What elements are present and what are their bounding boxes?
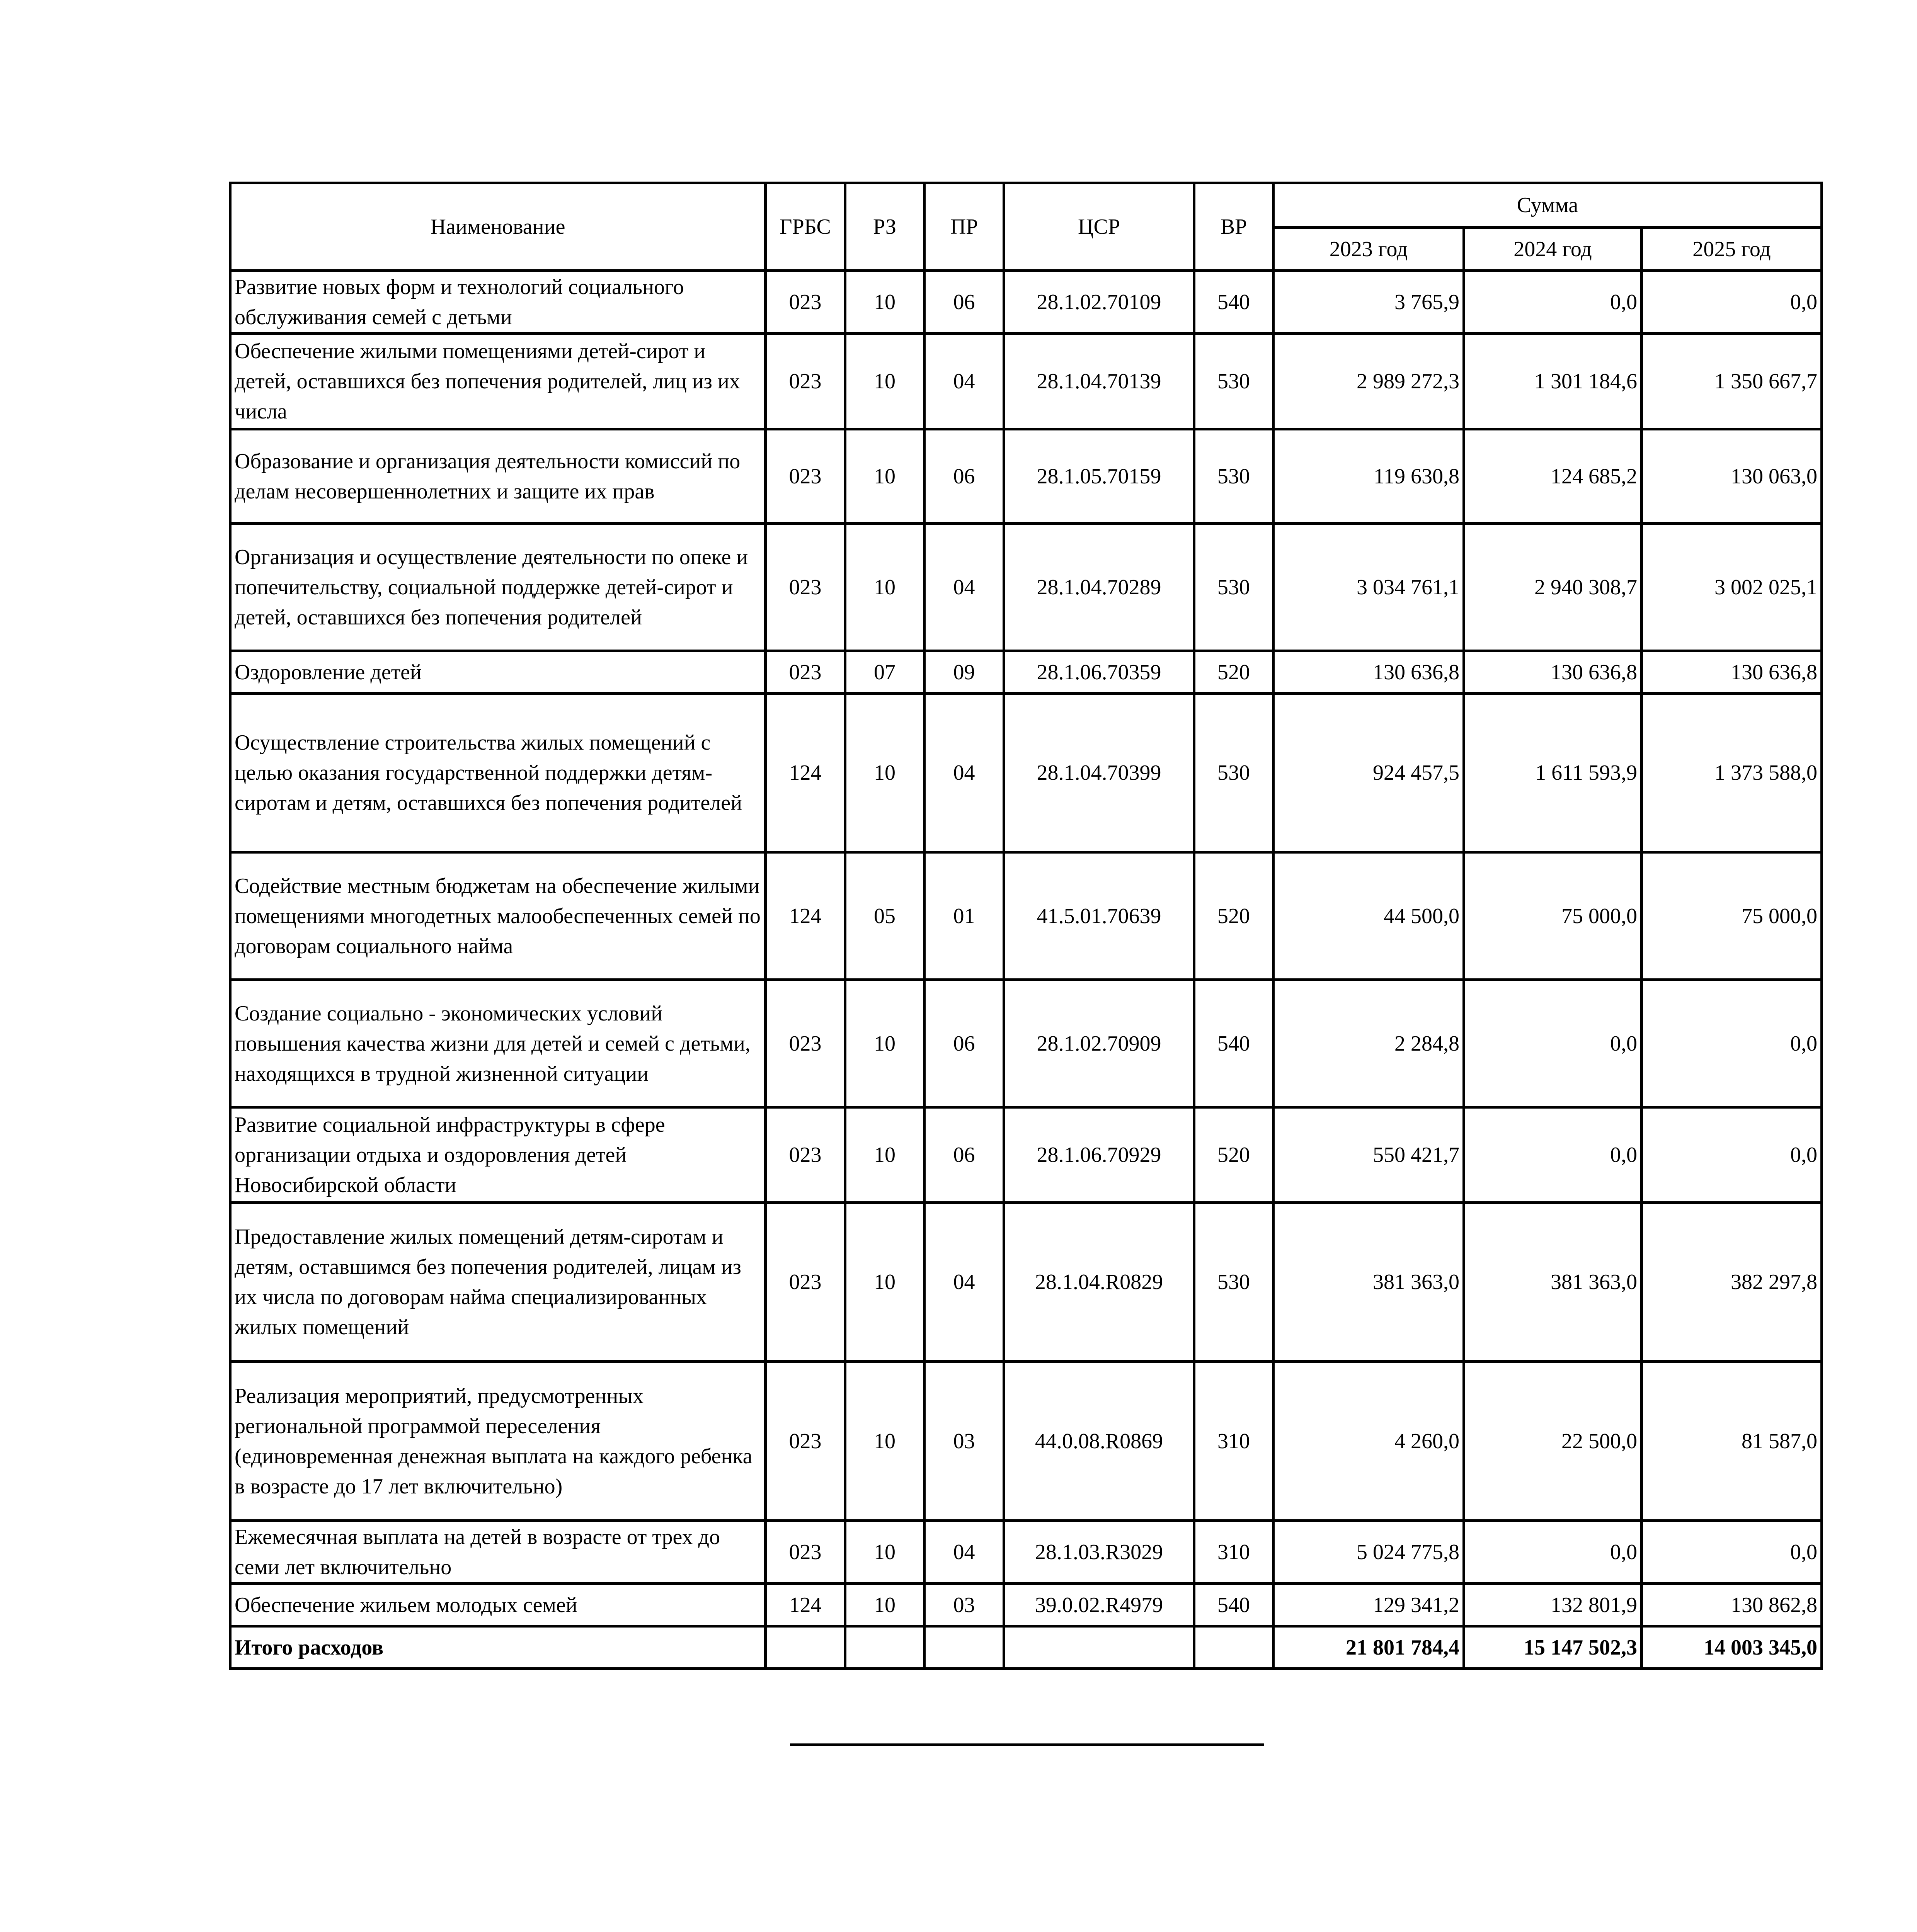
cell-name: Организация и осуществление деятельности по опеке и попечительству, социальной поддержке детей-сирот и детей, оставшихся без попечения родителей <box>230 524 766 651</box>
total-2025: 14 003 345,0 <box>1642 1626 1822 1669</box>
cell-y2025: 382 297,8 <box>1642 1203 1822 1362</box>
cell-csr: 41.5.01.70639 <box>1004 852 1194 980</box>
cell-y2025: 0,0 <box>1642 980 1822 1107</box>
total-2023: 21 801 784,4 <box>1273 1626 1464 1669</box>
total-csr <box>1004 1626 1194 1669</box>
cell-y2025: 0,0 <box>1642 1107 1822 1203</box>
cell-rz: 10 <box>845 1362 924 1521</box>
cell-rz: 10 <box>845 271 924 334</box>
cell-csr: 28.1.02.70109 <box>1004 271 1194 334</box>
table-row <box>230 271 1822 334</box>
cell-name: Развитие социальной инфраструктуры в сфере организации отдыха и оздоровления детей Новосибирской области <box>230 1107 766 1203</box>
cell-vr: 520 <box>1194 1107 1273 1203</box>
header-csr: ЦСР <box>1004 183 1194 271</box>
cell-y2024: 124 685,2 <box>1464 429 1642 524</box>
cell-y2023: 129 341,2 <box>1273 1584 1464 1626</box>
cell-pr: 06 <box>924 980 1004 1107</box>
table-row <box>230 1107 1822 1203</box>
cell-csr: 28.1.03.R3029 <box>1004 1521 1194 1584</box>
header-grbs: ГРБС <box>766 183 845 271</box>
cell-grbs: 023 <box>766 1362 845 1521</box>
cell-csr: 28.1.04.70289 <box>1004 524 1194 651</box>
cell-pr: 09 <box>924 651 1004 694</box>
cell-name: Обеспечение жильем молодых семей <box>230 1584 766 1626</box>
cell-vr: 530 <box>1194 694 1273 852</box>
header-pr: ПР <box>924 183 1004 271</box>
cell-csr: 28.1.02.70909 <box>1004 980 1194 1107</box>
total-pr <box>924 1626 1004 1669</box>
total-label: Итого расходов <box>230 1626 766 1669</box>
cell-pr: 03 <box>924 1362 1004 1521</box>
cell-vr: 310 <box>1194 1521 1273 1584</box>
cell-y2023: 3 765,9 <box>1273 271 1464 334</box>
cell-name: Развитие новых форм и технологий социального обслуживания семей с детьми <box>230 271 766 334</box>
cell-grbs: 023 <box>766 980 845 1107</box>
cell-csr: 28.1.04.R0829 <box>1004 1203 1194 1362</box>
cell-rz: 10 <box>845 1521 924 1584</box>
cell-grbs: 023 <box>766 334 845 429</box>
cell-y2024: 22 500,0 <box>1464 1362 1642 1521</box>
cell-name: Оздоровление детей <box>230 651 766 694</box>
cell-y2023: 44 500,0 <box>1273 852 1464 980</box>
cell-rz: 10 <box>845 1203 924 1362</box>
cell-name: Ежемесячная выплата на детей в возрасте от трех до семи лет включительно <box>230 1521 766 1584</box>
cell-vr: 530 <box>1194 1203 1273 1362</box>
cell-rz: 10 <box>845 524 924 651</box>
cell-grbs: 124 <box>766 1584 845 1626</box>
cell-pr: 06 <box>924 271 1004 334</box>
header-vr: ВР <box>1194 183 1273 271</box>
header-year-2025: 2025 год <box>1642 228 1822 271</box>
cell-csr: 28.1.05.70159 <box>1004 429 1194 524</box>
cell-vr: 520 <box>1194 651 1273 694</box>
cell-csr: 28.1.04.70399 <box>1004 694 1194 852</box>
cell-name: Осуществление строительства жилых помещений с целью оказания государственной поддержки детям-сиротам и детям, оставшихся без попечения родителей <box>230 694 766 852</box>
cell-y2025: 130 636,8 <box>1642 651 1822 694</box>
cell-y2023: 119 630,8 <box>1273 429 1464 524</box>
cell-y2025: 3 002 025,1 <box>1642 524 1822 651</box>
cell-name: Образование и организация деятельности комиссий по делам несовершеннолетних и защите их прав <box>230 429 766 524</box>
total-grbs <box>766 1626 845 1669</box>
header-row-top <box>230 183 1822 228</box>
cell-vr: 540 <box>1194 1584 1273 1626</box>
cell-grbs: 023 <box>766 1107 845 1203</box>
cell-y2025: 1 350 667,7 <box>1642 334 1822 429</box>
cell-pr: 04 <box>924 1203 1004 1362</box>
cell-grbs: 023 <box>766 524 845 651</box>
cell-grbs: 023 <box>766 271 845 334</box>
expenditure-table <box>229 182 1823 1670</box>
cell-vr: 520 <box>1194 852 1273 980</box>
cell-grbs: 023 <box>766 1203 845 1362</box>
cell-grbs: 023 <box>766 651 845 694</box>
cell-name: Создание социально - экономических условий повышения качества жизни для детей и семей с детьми, находящихся в трудной жизненной ситуации <box>230 980 766 1107</box>
cell-y2023: 5 024 775,8 <box>1273 1521 1464 1584</box>
cell-y2025: 81 587,0 <box>1642 1362 1822 1521</box>
cell-grbs: 023 <box>766 429 845 524</box>
cell-pr: 01 <box>924 852 1004 980</box>
total-vr <box>1194 1626 1273 1669</box>
cell-y2023: 2 989 272,3 <box>1273 334 1464 429</box>
total-row <box>230 1626 1822 1669</box>
cell-rz: 10 <box>845 694 924 852</box>
table-row <box>230 1362 1822 1521</box>
header-name: Наименование <box>230 183 766 271</box>
table-row <box>230 1521 1822 1584</box>
cell-name: Реализация мероприятий, предусмотренных региональной программой переселения (единовременная денежная выплата на каждого ребенка в возрасте до 17 лет включительно) <box>230 1362 766 1521</box>
cell-y2023: 924 457,5 <box>1273 694 1464 852</box>
cell-rz: 10 <box>845 429 924 524</box>
total-2024: 15 147 502,3 <box>1464 1626 1642 1669</box>
total-rz <box>845 1626 924 1669</box>
cell-vr: 540 <box>1194 271 1273 334</box>
cell-name: Содействие местным бюджетам на обеспечение жилыми помещениями многодетных малообеспеченных семей по договорам социального найма <box>230 852 766 980</box>
cell-y2023: 130 636,8 <box>1273 651 1464 694</box>
cell-csr: 28.1.06.70359 <box>1004 651 1194 694</box>
cell-grbs: 023 <box>766 1521 845 1584</box>
cell-name: Предоставление жилых помещений детям-сиротам и детям, оставшимся без попечения родителей, лицам из их числа по договорам найма специализированных жилых помещений <box>230 1203 766 1362</box>
cell-y2023: 3 034 761,1 <box>1273 524 1464 651</box>
cell-y2023: 2 284,8 <box>1273 980 1464 1107</box>
cell-y2024: 0,0 <box>1464 1107 1642 1203</box>
cell-y2025: 1 373 588,0 <box>1642 694 1822 852</box>
header-sum: Сумма <box>1273 183 1822 228</box>
cell-y2024: 75 000,0 <box>1464 852 1642 980</box>
table-row <box>230 429 1822 524</box>
cell-y2024: 0,0 <box>1464 1521 1642 1584</box>
cell-pr: 03 <box>924 1584 1004 1626</box>
cell-pr: 06 <box>924 1107 1004 1203</box>
cell-y2023: 4 260,0 <box>1273 1362 1464 1521</box>
table-body <box>230 271 1822 1669</box>
table-row <box>230 694 1822 852</box>
cell-y2024: 381 363,0 <box>1464 1203 1642 1362</box>
table-row <box>230 852 1822 980</box>
header-year-2023: 2023 год <box>1273 228 1464 271</box>
cell-csr: 28.1.04.70139 <box>1004 334 1194 429</box>
cell-y2025: 130 063,0 <box>1642 429 1822 524</box>
table-row <box>230 524 1822 651</box>
cell-y2024: 132 801,9 <box>1464 1584 1642 1626</box>
header-rz: РЗ <box>845 183 924 271</box>
cell-csr: 39.0.02.R4979 <box>1004 1584 1194 1626</box>
cell-rz: 10 <box>845 1107 924 1203</box>
cell-y2023: 381 363,0 <box>1273 1203 1464 1362</box>
cell-name: Обеспечение жилыми помещениями детей-сирот и детей, оставшихся без попечения родителей, лиц из их числа <box>230 334 766 429</box>
cell-pr: 04 <box>924 524 1004 651</box>
cell-vr: 540 <box>1194 980 1273 1107</box>
cell-y2024: 0,0 <box>1464 271 1642 334</box>
cell-y2025: 75 000,0 <box>1642 852 1822 980</box>
cell-csr: 44.0.08.R0869 <box>1004 1362 1194 1521</box>
separator-line <box>790 1743 1264 1746</box>
cell-y2025: 0,0 <box>1642 1521 1822 1584</box>
table-row <box>230 1203 1822 1362</box>
cell-vr: 530 <box>1194 429 1273 524</box>
cell-y2024: 1 301 184,6 <box>1464 334 1642 429</box>
cell-rz: 07 <box>845 651 924 694</box>
cell-rz: 10 <box>845 980 924 1107</box>
header-year-2024: 2024 год <box>1464 228 1642 271</box>
cell-pr: 04 <box>924 334 1004 429</box>
cell-y2024: 2 940 308,7 <box>1464 524 1642 651</box>
cell-pr: 06 <box>924 429 1004 524</box>
cell-pr: 04 <box>924 1521 1004 1584</box>
cell-grbs: 124 <box>766 694 845 852</box>
table-row <box>230 651 1822 694</box>
cell-y2025: 130 862,8 <box>1642 1584 1822 1626</box>
cell-y2024: 0,0 <box>1464 980 1642 1107</box>
cell-grbs: 124 <box>766 852 845 980</box>
table-row <box>230 980 1822 1107</box>
table-row <box>230 1584 1822 1626</box>
cell-y2024: 1 611 593,9 <box>1464 694 1642 852</box>
cell-rz: 10 <box>845 1584 924 1626</box>
cell-y2024: 130 636,8 <box>1464 651 1642 694</box>
cell-vr: 530 <box>1194 334 1273 429</box>
cell-rz: 10 <box>845 334 924 429</box>
cell-pr: 04 <box>924 694 1004 852</box>
cell-csr: 28.1.06.70929 <box>1004 1107 1194 1203</box>
table-row <box>230 334 1822 429</box>
cell-vr: 310 <box>1194 1362 1273 1521</box>
cell-y2023: 550 421,7 <box>1273 1107 1464 1203</box>
cell-rz: 05 <box>845 852 924 980</box>
cell-y2025: 0,0 <box>1642 271 1822 334</box>
cell-vr: 530 <box>1194 524 1273 651</box>
